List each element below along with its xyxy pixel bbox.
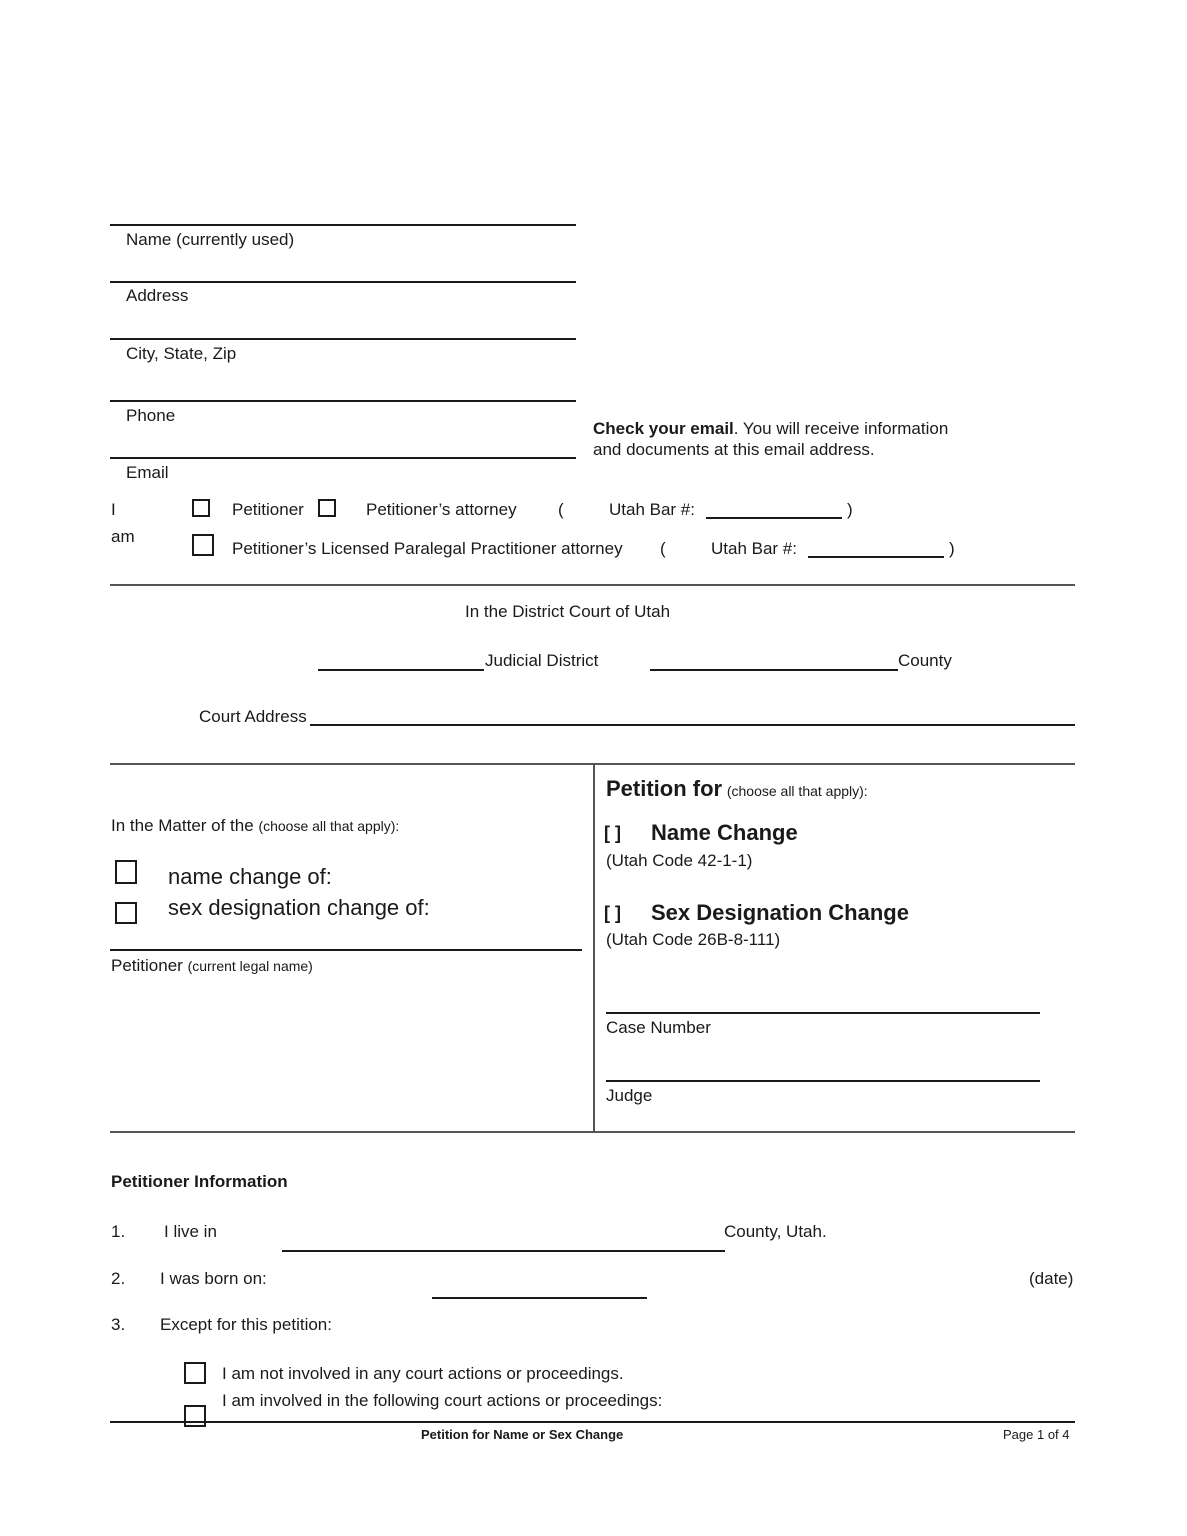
i-label: I bbox=[111, 500, 116, 519]
court-address-line[interactable] bbox=[310, 724, 1075, 726]
judge-line[interactable] bbox=[606, 1080, 1040, 1082]
paralegal-option-label: Petitioner’s Licensed Paralegal Practitioner attorney bbox=[232, 539, 623, 558]
item-2-text: I was born on: bbox=[160, 1269, 267, 1288]
item-1-num: 1. bbox=[111, 1222, 126, 1241]
petition-lead-text: Petition for bbox=[606, 776, 723, 801]
court-address-label: Court Address bbox=[199, 707, 307, 726]
bar-paren-close-2: ) bbox=[949, 539, 955, 558]
court-section-divider bbox=[110, 584, 1075, 586]
footer-rule bbox=[110, 1421, 1075, 1423]
case-number-label: Case Number bbox=[606, 1018, 711, 1037]
petition-name-checkbox[interactable]: [ ] bbox=[604, 823, 621, 843]
judge-label: Judge bbox=[606, 1086, 653, 1105]
bar-label-1: Utah Bar #: bbox=[609, 500, 695, 519]
address-line[interactable] bbox=[110, 281, 576, 283]
petitioner-attorney-label: Petitioner’s attorney bbox=[366, 500, 517, 519]
petitioner-info-heading: Petitioner Information bbox=[111, 1172, 288, 1191]
petition-name-code: (Utah Code 42-1-1) bbox=[606, 851, 753, 870]
matter-lead-small: (choose all that apply): bbox=[258, 818, 400, 834]
paralegal-checkbox[interactable] bbox=[192, 534, 214, 556]
email-line[interactable] bbox=[110, 457, 576, 459]
matter-name-change-label: name change of: bbox=[168, 864, 332, 889]
email-note-rest: . You will receive information bbox=[733, 419, 949, 438]
city-line[interactable] bbox=[110, 338, 576, 340]
phone-label: Phone bbox=[126, 406, 176, 425]
involved-label: I am involved in the following court actions or proceedings: bbox=[222, 1391, 663, 1410]
petitioner-option-label: Petitioner bbox=[232, 500, 304, 519]
bar-number-line-2[interactable] bbox=[808, 556, 944, 558]
not-involved-checkbox[interactable] bbox=[184, 1362, 206, 1384]
sex-change-checkbox[interactable] bbox=[115, 902, 137, 924]
birth-date-line[interactable] bbox=[432, 1297, 647, 1299]
name-label: Name (currently used) bbox=[126, 230, 295, 249]
item-1-suffix: County, Utah. bbox=[724, 1222, 827, 1241]
caption-center-divider bbox=[593, 763, 595, 1133]
bar-paren-open-2: ( bbox=[660, 539, 666, 558]
petitioner-label-text: Petitioner bbox=[111, 956, 183, 975]
item-3-num: 3. bbox=[111, 1315, 126, 1334]
petitioner-checkbox[interactable] bbox=[192, 499, 210, 517]
bar-paren-close-1: ) bbox=[847, 500, 853, 519]
email-note-bold: Check your email bbox=[593, 419, 734, 438]
phone-line[interactable] bbox=[110, 400, 576, 402]
county-residence-line[interactable] bbox=[282, 1250, 725, 1252]
item-3-text: Except for this petition: bbox=[160, 1315, 332, 1334]
email-note-line2: and documents at this email address. bbox=[593, 440, 875, 459]
email-note bbox=[593, 418, 948, 460]
footer-page-number: Page 1 of 4 bbox=[1003, 1427, 1070, 1442]
petition-lead bbox=[606, 776, 868, 802]
footer-title: Petition for Name or Sex Change bbox=[421, 1427, 624, 1442]
am-label: am bbox=[111, 527, 135, 546]
petition-sex-change-title: Sex Designation Change bbox=[651, 900, 909, 925]
petition-sex-checkbox[interactable]: [ ] bbox=[604, 903, 621, 923]
petitioner-label-small: (current legal name) bbox=[187, 958, 313, 974]
bar-number-line-1[interactable] bbox=[706, 517, 842, 519]
matter-sex-change-label: sex designation change of: bbox=[168, 895, 430, 920]
not-involved-label: I am not involved in any court actions or proceedings. bbox=[222, 1364, 624, 1383]
petition-lead-small: (choose all that apply): bbox=[726, 783, 868, 799]
involved-checkbox[interactable] bbox=[184, 1405, 206, 1427]
county-label: County bbox=[898, 651, 952, 670]
item-1-text: I live in bbox=[164, 1222, 217, 1241]
judicial-district-label: Judicial District bbox=[485, 651, 599, 670]
caption-bottom-border bbox=[110, 1131, 1075, 1133]
item-2-suffix: (date) bbox=[1029, 1269, 1074, 1288]
item-2-num: 2. bbox=[111, 1269, 126, 1288]
petitioner-attorney-checkbox[interactable] bbox=[318, 499, 336, 517]
court-title: In the District Court of Utah bbox=[465, 602, 671, 621]
case-number-line[interactable] bbox=[606, 1012, 1040, 1014]
address-label: Address bbox=[126, 286, 189, 305]
county-line[interactable] bbox=[650, 669, 898, 671]
petition-name-change-title: Name Change bbox=[651, 820, 798, 845]
bar-paren-open-1: ( bbox=[558, 500, 564, 519]
petitioner-legal-name-label bbox=[111, 956, 313, 976]
bar-label-2: Utah Bar #: bbox=[711, 539, 797, 558]
city-label: City, State, Zip bbox=[126, 344, 237, 363]
petition-sex-code: (Utah Code 26B-8-111) bbox=[606, 930, 781, 949]
petitioner-name-line[interactable] bbox=[110, 949, 582, 951]
judicial-district-line[interactable] bbox=[318, 669, 484, 671]
matter-lead-text: In the Matter of the bbox=[111, 816, 254, 835]
name-change-checkbox[interactable] bbox=[115, 860, 137, 884]
email-label: Email bbox=[126, 463, 169, 482]
name-line[interactable] bbox=[110, 224, 576, 226]
matter-lead bbox=[111, 816, 399, 836]
